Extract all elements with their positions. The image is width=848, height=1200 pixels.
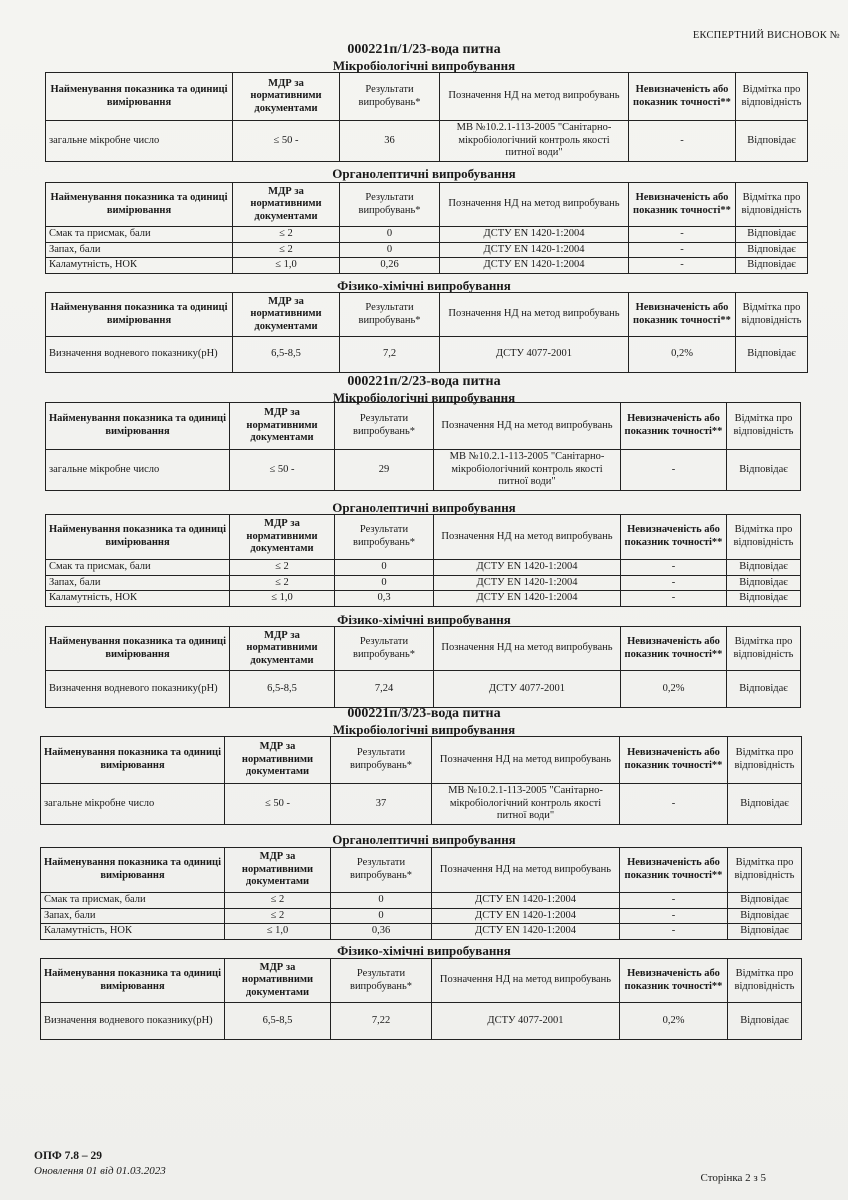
- cell-result: 0: [335, 575, 434, 591]
- header-col-nd: Позначення НД на метод випробувань: [434, 515, 621, 560]
- cell-name: Смак та присмак, бали: [46, 227, 233, 243]
- header-col-uncert: Невизначеність або показник точності**: [621, 403, 727, 450]
- section-title: Мікробіологічні випробування: [332, 58, 516, 73]
- cell-nd: ДСТУ EN 1420-1:2004: [432, 924, 620, 940]
- header-col-name: Найменування показника та одиниці вимірювання: [46, 515, 230, 560]
- cell-mark: Відповідає: [736, 258, 808, 274]
- form-code: ОПФ 7.8 – 29: [34, 1150, 103, 1162]
- table-row: [46, 575, 801, 591]
- cell-name: Смак та присмак, бали: [41, 893, 225, 909]
- header-col-result: Результати випробувань*: [340, 293, 440, 337]
- cell-uncert: 0,2%: [620, 1003, 728, 1040]
- header-col-name: Найменування показника та одиниці вимірювання: [46, 73, 233, 121]
- cell-uncert: -: [620, 924, 728, 940]
- cell-uncert: -: [620, 784, 728, 825]
- header-col-mdr: МДР за нормативними документами: [233, 293, 340, 337]
- table-header-row: [46, 403, 801, 450]
- header-col-nd: Позначення НД на метод випробувань: [432, 959, 620, 1003]
- section-title: Органолептичні випробування: [332, 832, 516, 847]
- cell-result: 0: [340, 227, 440, 243]
- cell-mdr: ≤ 50 -: [233, 121, 340, 162]
- cell-mdr: ≤ 1,0: [233, 258, 340, 274]
- cell-nd: МВ №10.2.1-113-2005 "Санітарно-мікробіологічний контроль якості питної води": [434, 450, 621, 491]
- header-col-mark: Відмітка про відповідність: [727, 403, 801, 450]
- cell-mdr: ≤ 2: [233, 227, 340, 243]
- microbiology-table: [40, 736, 802, 825]
- table-header-row: [46, 183, 808, 227]
- cell-uncert: -: [629, 258, 736, 274]
- microbiology-table: [45, 72, 808, 162]
- cell-uncert: -: [629, 242, 736, 258]
- cell-mdr: 6,5-8,5: [225, 1003, 331, 1040]
- cell-mdr: ≤ 2: [230, 575, 335, 591]
- cell-uncert: -: [620, 908, 728, 924]
- cell-name: Запах, бали: [46, 575, 230, 591]
- physchem-table: [40, 958, 802, 1040]
- header-col-mdr: МДР за нормативними документами: [233, 183, 340, 227]
- header-col-uncert: Невизначеність або показник точності**: [621, 627, 727, 671]
- cell-uncert: 0,2%: [629, 337, 736, 373]
- section-title: Органолептичні випробування: [332, 500, 516, 515]
- header-col-uncert: Невизначеність або показник точності**: [629, 183, 736, 227]
- cell-nd: ДСТУ EN 1420-1:2004: [434, 560, 621, 576]
- physchem-table: [45, 292, 808, 373]
- cell-mark: Відповідає: [736, 121, 808, 162]
- cell-mark: Відповідає: [727, 560, 801, 576]
- cell-mdr: ≤ 2: [233, 242, 340, 258]
- table-row: [46, 121, 808, 162]
- cell-mark: Відповідає: [728, 893, 802, 909]
- cell-mdr: ≤ 1,0: [225, 924, 331, 940]
- sample-title: 000221п/1/23-вода питна: [347, 42, 501, 57]
- physchem-table: [45, 626, 801, 708]
- cell-uncert: -: [629, 227, 736, 243]
- cell-mdr: ≤ 50 -: [230, 450, 335, 491]
- form-update-note: Оновлення 01 від 01.03.2023: [34, 1165, 166, 1177]
- header-col-mark: Відмітка про відповідність: [736, 183, 808, 227]
- cell-result: 0,3: [335, 591, 434, 607]
- page-number: Сторінка 2 з 5: [700, 1172, 766, 1184]
- header-col-name: Найменування показника та одиниці вимірювання: [46, 403, 230, 450]
- cell-nd: ДСТУ 4077-2001: [432, 1003, 620, 1040]
- cell-mark: Відповідає: [736, 242, 808, 258]
- cell-name: загальне мікробне число: [46, 121, 233, 162]
- header-col-nd: Позначення НД на метод випробувань: [440, 183, 629, 227]
- cell-mdr: ≤ 1,0: [230, 591, 335, 607]
- cell-name: загальне мікробне число: [46, 450, 230, 491]
- cell-uncert: -: [621, 560, 727, 576]
- table-header-row: [46, 515, 801, 560]
- section-title: Органолептичні випробування: [332, 166, 516, 181]
- section-title: Мікробіологічні випробування: [332, 722, 516, 737]
- cell-nd: ДСТУ 4077-2001: [434, 671, 621, 708]
- header-col-mark: Відмітка про відповідність: [727, 627, 801, 671]
- cell-mark: Відповідає: [728, 1003, 802, 1040]
- cell-mark: Відповідає: [736, 337, 808, 373]
- cell-uncert: -: [621, 450, 727, 491]
- table-row: [46, 227, 808, 243]
- microbiology-table: [45, 402, 801, 491]
- header-col-result: Результати випробувань*: [331, 737, 432, 784]
- cell-name: Визначення водневого показнику(рН): [46, 671, 230, 708]
- cell-mdr: 6,5-8,5: [233, 337, 340, 373]
- table-row: [46, 450, 801, 491]
- document-header: ЕКСПЕРТНИЙ ВИСНОВОК №: [692, 30, 840, 41]
- section-title: Мікробіологічні випробування: [332, 390, 516, 405]
- table-row: [46, 258, 808, 274]
- cell-mark: Відповідає: [728, 924, 802, 940]
- cell-mark: Відповідає: [727, 671, 801, 708]
- cell-nd: ДСТУ EN 1420-1:2004: [432, 893, 620, 909]
- cell-uncert: -: [621, 575, 727, 591]
- header-col-name: Найменування показника та одиниці вимірювання: [41, 848, 225, 893]
- cell-uncert: -: [620, 893, 728, 909]
- section-title: Фізико-хімічні випробування: [337, 943, 511, 958]
- cell-name: Каламутність, НОК: [41, 924, 225, 940]
- cell-result: 0: [335, 560, 434, 576]
- cell-nd: ДСТУ EN 1420-1:2004: [434, 591, 621, 607]
- organoleptic-table: [45, 182, 808, 274]
- cell-nd: ДСТУ EN 1420-1:2004: [440, 227, 629, 243]
- cell-result: 7,2: [340, 337, 440, 373]
- cell-name: Смак та присмак, бали: [46, 560, 230, 576]
- header-col-nd: Позначення НД на метод випробувань: [440, 293, 629, 337]
- cell-name: Визначення водневого показнику(рН): [46, 337, 233, 373]
- header-col-nd: Позначення НД на метод випробувань: [434, 403, 621, 450]
- cell-result: 7,22: [331, 1003, 432, 1040]
- header-col-mdr: МДР за нормативними документами: [225, 959, 331, 1003]
- header-col-name: Найменування показника та одиниці вимірювання: [41, 959, 225, 1003]
- cell-mdr: ≤ 2: [225, 908, 331, 924]
- cell-name: Запах, бали: [46, 242, 233, 258]
- header-col-mdr: МДР за нормативними документами: [225, 848, 331, 893]
- organoleptic-table: [45, 514, 801, 607]
- cell-result: 29: [335, 450, 434, 491]
- table-row: [46, 242, 808, 258]
- cell-result: 7,24: [335, 671, 434, 708]
- cell-name: Визначення водневого показнику(рН): [41, 1003, 225, 1040]
- table-header-row: [46, 627, 801, 671]
- cell-uncert: 0,2%: [621, 671, 727, 708]
- header-col-name: Найменування показника та одиниці вимірювання: [41, 737, 225, 784]
- header-col-result: Результати випробувань*: [331, 959, 432, 1003]
- table-header-row: [41, 737, 802, 784]
- header-col-mark: Відмітка про відповідність: [736, 293, 808, 337]
- header-col-name: Найменування показника та одиниці вимірювання: [46, 627, 230, 671]
- table-row: [46, 560, 801, 576]
- cell-result: 0,36: [331, 924, 432, 940]
- header-col-uncert: Невизначеність або показник точності**: [620, 737, 728, 784]
- table-row: [46, 591, 801, 607]
- header-col-name: Найменування показника та одиниці вимірювання: [46, 293, 233, 337]
- header-col-result: Результати випробувань*: [340, 183, 440, 227]
- cell-mark: Відповідає: [727, 591, 801, 607]
- cell-nd: ДСТУ EN 1420-1:2004: [434, 575, 621, 591]
- cell-uncert: -: [629, 121, 736, 162]
- cell-nd: ДСТУ EN 1420-1:2004: [432, 908, 620, 924]
- cell-name: загальне мікробне число: [41, 784, 225, 825]
- header-col-uncert: Невизначеність або показник точності**: [629, 73, 736, 121]
- section-title: Фізико-хімічні випробування: [337, 612, 511, 627]
- cell-name: Запах, бали: [41, 908, 225, 924]
- header-col-mark: Відмітка про відповідність: [728, 959, 802, 1003]
- cell-result: 0: [331, 908, 432, 924]
- cell-mark: Відповідає: [727, 450, 801, 491]
- cell-mark: Відповідає: [728, 908, 802, 924]
- cell-nd: ДСТУ EN 1420-1:2004: [440, 258, 629, 274]
- cell-result: 36: [340, 121, 440, 162]
- table-row: [41, 893, 802, 909]
- organoleptic-table: [40, 847, 802, 940]
- header-col-mark: Відмітка про відповідність: [727, 515, 801, 560]
- cell-mdr: ≤ 2: [230, 560, 335, 576]
- table-row: [41, 924, 802, 940]
- cell-mdr: ≤ 2: [225, 893, 331, 909]
- header-col-mdr: МДР за нормативними документами: [230, 627, 335, 671]
- header-col-nd: Позначення НД на метод випробувань: [440, 73, 629, 121]
- table-header-row: [46, 73, 808, 121]
- table-row: [46, 337, 808, 373]
- header-col-mdr: МДР за нормативними документами: [233, 73, 340, 121]
- cell-name: Каламутність, НОК: [46, 258, 233, 274]
- cell-mdr: ≤ 50 -: [225, 784, 331, 825]
- cell-name: Каламутність, НОК: [46, 591, 230, 607]
- header-col-mdr: МДР за нормативними документами: [225, 737, 331, 784]
- cell-uncert: -: [621, 591, 727, 607]
- sample-title: 000221п/2/23-вода питна: [347, 374, 501, 389]
- header-col-result: Результати випробувань*: [331, 848, 432, 893]
- header-col-result: Результати випробувань*: [335, 515, 434, 560]
- cell-result: 0: [331, 893, 432, 909]
- table-header-row: [41, 848, 802, 893]
- cell-result: 0: [340, 242, 440, 258]
- header-col-uncert: Невизначеність або показник точності**: [621, 515, 727, 560]
- header-col-nd: Позначення НД на метод випробувань: [432, 737, 620, 784]
- header-col-mark: Відмітка про відповідність: [728, 848, 802, 893]
- header-col-uncert: Невизначеність або показник точності**: [620, 959, 728, 1003]
- cell-nd: МВ №10.2.1-113-2005 "Санітарно-мікробіологічний контроль якості питної води": [432, 784, 620, 825]
- cell-result: 37: [331, 784, 432, 825]
- table-header-row: [41, 959, 802, 1003]
- header-col-uncert: Невизначеність або показник точності**: [620, 848, 728, 893]
- table-row: [46, 671, 801, 708]
- cell-mark: Відповідає: [728, 784, 802, 825]
- header-col-nd: Позначення НД на метод випробувань: [434, 627, 621, 671]
- header-col-mdr: МДР за нормативними документами: [230, 515, 335, 560]
- header-col-uncert: Невизначеність або показник точності**: [629, 293, 736, 337]
- header-col-name: Найменування показника та одиниці вимірювання: [46, 183, 233, 227]
- sample-title: 000221п/3/23-вода питна: [347, 706, 501, 721]
- cell-mark: Відповідає: [736, 227, 808, 243]
- table-row: [41, 784, 802, 825]
- cell-nd: ДСТУ EN 1420-1:2004: [440, 242, 629, 258]
- table-row: [41, 908, 802, 924]
- header-col-mark: Відмітка про відповідність: [736, 73, 808, 121]
- cell-result: 0,26: [340, 258, 440, 274]
- cell-nd: МВ №10.2.1-113-2005 "Санітарно-мікробіологічний контроль якості питної води": [440, 121, 629, 162]
- header-col-result: Результати випробувань*: [335, 627, 434, 671]
- header-col-nd: Позначення НД на метод випробувань: [432, 848, 620, 893]
- header-col-result: Результати випробувань*: [340, 73, 440, 121]
- cell-mdr: 6,5-8,5: [230, 671, 335, 708]
- header-col-result: Результати випробувань*: [335, 403, 434, 450]
- table-row: [41, 1003, 802, 1040]
- table-header-row: [46, 293, 808, 337]
- cell-nd: ДСТУ 4077-2001: [440, 337, 629, 373]
- header-col-mark: Відмітка про відповідність: [728, 737, 802, 784]
- header-col-mdr: МДР за нормативними документами: [230, 403, 335, 450]
- section-title: Фізико-хімічні випробування: [337, 278, 511, 293]
- cell-mark: Відповідає: [727, 575, 801, 591]
